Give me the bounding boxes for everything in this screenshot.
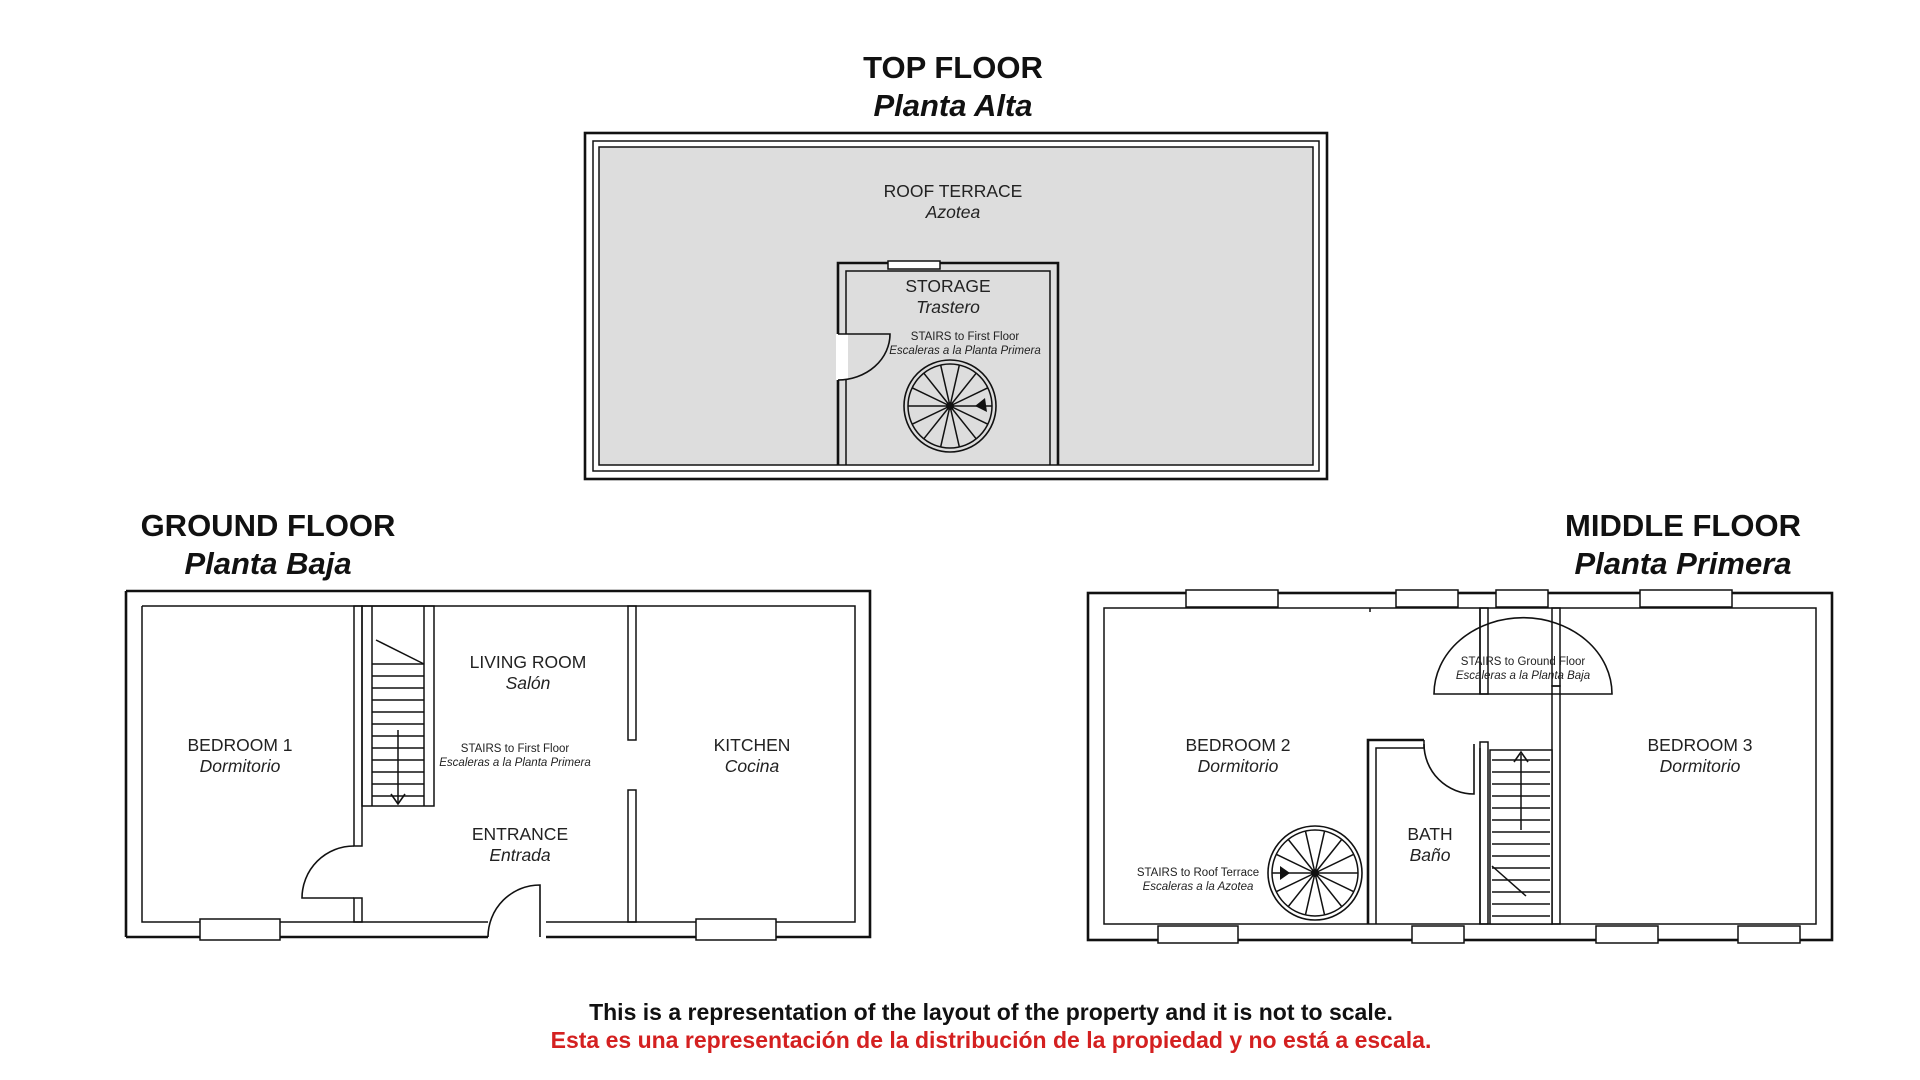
bedroom1-door-swing [302,846,354,898]
living-room-label: LIVING ROOM [469,652,587,672]
middle-window-landing [1496,590,1548,607]
middle-stairs-roof-note: STAIRS to Roof Terrace [1136,867,1260,879]
kitchen-partition-upper [628,606,636,740]
bedroom1-partition-low [354,898,362,922]
bedroom1-partition [354,606,362,846]
bedroom3-label: BEDROOM 3 [1647,735,1753,755]
middle-window-top-center [1396,590,1458,607]
kitchen-label-es: Cocina [724,756,780,776]
middle-floor-title: MIDDLE FLOOR [1565,508,1801,543]
ground-stairs-note-es: Escaleras a la Planta Primera [439,757,591,769]
middle-straight-stairs [1490,750,1552,924]
middle-window-bedroom2-bottom [1158,926,1238,943]
disclaimer-es: Esta es una representación de la distribución de la propiedad y no está a escala. [550,1027,1432,1053]
storage-label-es: Trastero [916,297,980,317]
entrance-label: ENTRANCE [471,824,569,844]
bath-label: BATH [1407,824,1453,844]
ground-straight-stairs [372,606,424,806]
middle-stairs-roof-note-es: Escaleras a la Azotea [1142,881,1254,893]
kitchen-label: KITCHEN [713,735,791,755]
living-room-label-es: Salón [505,673,551,693]
bedroom1-label-es: Dormitorio [199,756,281,776]
kitchen-partition-lower [628,790,636,922]
roof-terrace-label-es: Azotea [925,202,981,222]
middle-floor-subtitle: Planta Primera [1574,546,1792,581]
ground-inner-wall-left [142,606,488,922]
disclaimer-en: This is a representation of the layout of the property and it is not to scale. [589,999,1393,1025]
top-stairs-note: STAIRS to First Floor [910,331,1020,343]
middle-window-bedroom3-top [1640,590,1732,607]
middle-stairs-ground-note-es: Escaleras a la Planta Baja [1455,670,1591,682]
bath-door-swing [1424,744,1474,794]
middle-window-bath [1412,926,1464,943]
front-door-gap [488,918,546,940]
middle-window-bedroom2-top [1186,590,1278,607]
top-floor [585,50,1327,479]
bedroom1-label: BEDROOM 1 [187,735,293,755]
roof-terrace-label: ROOF TERRACE [883,181,1023,201]
middle-window-bedroom3-bottom-right [1738,926,1800,943]
bedroom2-label-es: Dormitorio [1197,756,1279,776]
bath-landing-partition [1480,742,1488,924]
storage-label: STORAGE [905,276,991,296]
ground-window-bedroom1 [200,919,280,940]
ground-stairs-note: STAIRS to First Floor [460,743,570,755]
bedroom2-label: BEDROOM 2 [1185,735,1291,755]
bedroom3-label-es: Dormitorio [1659,756,1741,776]
ground-floor-title: GROUND FLOOR [140,508,396,543]
middle-floor [1088,508,1832,943]
top-floor-title: TOP FLOOR [863,50,1043,85]
middle-window-bedroom3-bottom-left [1596,926,1658,943]
entrance-label-es: Entrada [489,845,551,865]
top-stairs-note-es: Escaleras a la Planta Primera [889,345,1041,357]
ground-floor [126,508,870,940]
ground-floor-subtitle: Planta Baja [184,546,352,581]
top-floor-subtitle: Planta Alta [873,88,1033,123]
ground-window-kitchen [696,919,776,940]
storage-window [888,261,940,269]
middle-stairs-ground-note: STAIRS to Ground Floor [1460,656,1586,668]
spiral-staircase-middle [1268,826,1362,920]
bedroom3-partition [1552,686,1560,924]
bath-label-es: Baño [1409,845,1451,865]
storage-door-gap [836,334,848,380]
